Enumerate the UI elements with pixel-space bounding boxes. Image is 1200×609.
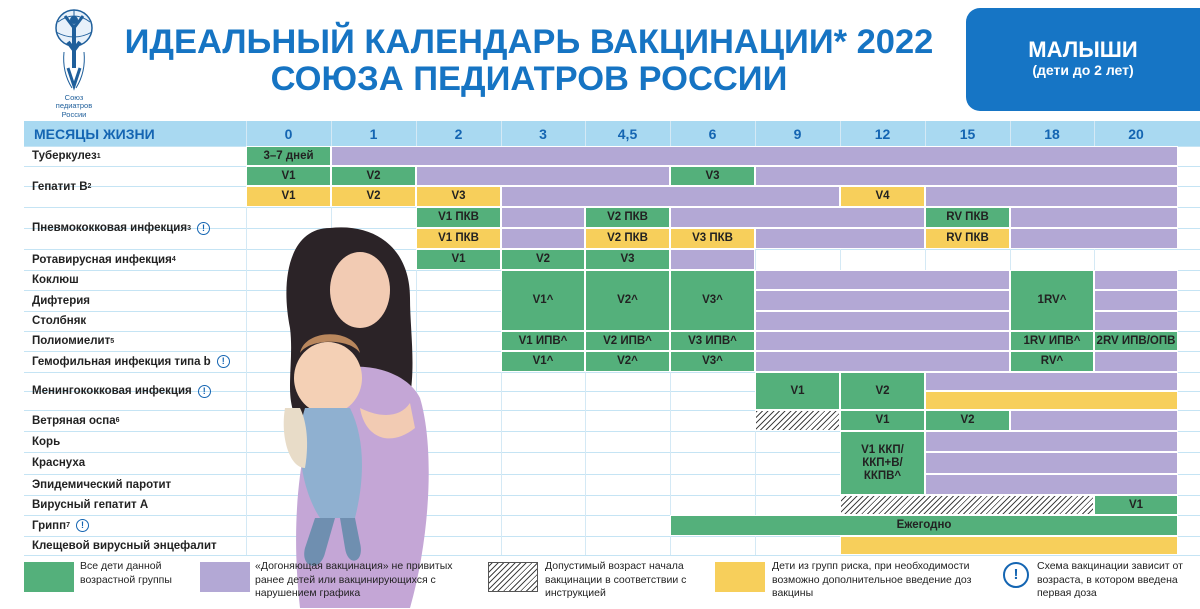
schedule-cell: [1094, 270, 1178, 290]
row-label-text: Столбняк: [32, 315, 87, 327]
logo-line-3: России: [61, 109, 87, 119]
row-label-text: Эпидемический паротит: [32, 478, 172, 491]
schedule-cell: [1094, 311, 1178, 331]
row-label-text: Коклюш: [32, 274, 79, 286]
row-label: [32, 311, 86, 331]
logo-text: [38, 94, 110, 119]
footnote-marker: 5: [110, 337, 115, 345]
schedule-cell-text: V3: [620, 253, 635, 265]
schedule-cell: [1010, 228, 1178, 249]
schedule-cell: [1010, 410, 1178, 431]
schedule-cell-text: V4: [875, 190, 890, 202]
schedule-cell-text: V1: [281, 190, 296, 202]
schedule-cell-text: V2 ПКВ: [607, 211, 648, 223]
schedule-cell: [755, 228, 925, 249]
schedule-cell: [416, 186, 501, 207]
schedule-cell-text: 3–7 дней: [263, 149, 314, 162]
schedule-cell-text: V2 ПКВ: [607, 232, 648, 244]
row-label: [32, 536, 217, 555]
schedule-cell: [755, 290, 1010, 311]
column-header: 1: [369, 125, 378, 142]
row-label-text: Краснуха: [32, 457, 86, 469]
months-header: МЕСЯЦЫ ЖИЗНИ: [34, 125, 155, 142]
schedule-cell-text: V1 ИПВ^: [518, 334, 568, 347]
schedule-cell: [501, 249, 585, 270]
row-label-text: Ветряная оспа: [32, 414, 116, 427]
schedule-cell-text: RV^: [1040, 355, 1064, 367]
schedule-cell-text: V1 ККП/ ККП+В/ ККПВ^: [861, 443, 904, 482]
schedule-cell-text: V1^: [532, 355, 554, 367]
schedule-cell: [1010, 331, 1094, 351]
row-label: [32, 351, 230, 372]
footnote-marker: 7: [66, 522, 70, 529]
schedule-cell: [755, 331, 1010, 351]
schedule-cell: [585, 249, 670, 270]
schedule-cell: [585, 351, 670, 372]
footnote-marker: 1: [96, 152, 101, 160]
row-label: [32, 515, 89, 536]
row-label-text: Клещевой вирусный энцефалит: [32, 539, 217, 552]
schedule-cell: [501, 186, 840, 207]
schedule-cell-text: RV ПКВ: [946, 232, 989, 244]
schedule-cell: [1094, 351, 1178, 372]
schedule-cell-text: V3 ПКВ: [692, 232, 733, 244]
schedule-cell-text: Ежегодно: [896, 519, 952, 531]
column-header: 3: [539, 125, 547, 142]
column-header: 2: [454, 125, 463, 142]
schedule-cell: [331, 166, 416, 186]
schedule-cell: [246, 186, 331, 207]
schedule-cell: [585, 270, 670, 331]
schedule-cell: [585, 331, 670, 351]
info-icon: !: [197, 222, 210, 235]
row-label: [32, 331, 114, 351]
row-label: [32, 249, 176, 270]
schedule-cell: [501, 270, 585, 331]
schedule-cell-text: V2: [366, 190, 381, 202]
badge-title: МАЛЫШИ: [1028, 37, 1138, 62]
schedule-cell: [925, 391, 1178, 410]
schedule-cell: [501, 207, 585, 228]
schedule-cell: [925, 474, 1178, 495]
schedule-cell: [925, 452, 1178, 474]
schedule-cell: [416, 166, 670, 186]
schedule-cell: [755, 351, 1010, 372]
schedule-cell: [670, 270, 755, 331]
schedule-cell: [840, 431, 925, 495]
logo: [38, 2, 110, 118]
title-line-1: ИДЕАЛЬНЫЙ КАЛЕНДАРЬ ВАКЦИНАЦИИ* 2022: [124, 23, 934, 61]
schedule-cell: [246, 166, 331, 186]
schedule-cell-text: V1 ПКВ: [438, 232, 479, 244]
column-header: 0: [284, 125, 293, 142]
row-label-text: Полиомиелит: [32, 335, 111, 347]
legend-swatch: [715, 562, 765, 592]
schedule-cell-text: V1: [1128, 498, 1144, 511]
schedule-cell: [840, 410, 925, 431]
legend-info-icon: !: [1003, 562, 1029, 588]
schedule-cell-text: V3 ИПВ^: [688, 334, 737, 347]
schedule-cell-text: V2: [875, 384, 890, 397]
schedule-cell: [925, 228, 1010, 249]
page-title: [108, 24, 950, 98]
schedule-cell: [670, 515, 1178, 536]
row-label-text: Ротавирусная инфекция: [32, 253, 172, 266]
row-label: [32, 452, 85, 474]
schedule-cell-text: V2: [366, 169, 381, 182]
row-label-text: Пневмококковая инфекция: [32, 222, 188, 234]
schedule-cell-text: V1: [281, 169, 296, 182]
legend-swatch: [24, 562, 74, 592]
schedule-cell: [501, 228, 585, 249]
schedule-cell-text: 1RV^: [1037, 294, 1067, 306]
schedule-cell-text: V2: [535, 253, 551, 265]
row-label: [32, 495, 148, 515]
row-label-text: Гепатит В: [32, 180, 88, 193]
row-label-text: Корь: [32, 435, 61, 448]
schedule-cell-text: 2RV ИПВ/ОПВ: [1096, 334, 1176, 347]
schedule-cell: [246, 146, 331, 166]
schedule-cell: [755, 166, 1178, 186]
schedule-cell-text: V3^: [702, 355, 723, 367]
schedule-cell: [840, 186, 925, 207]
column-header: 9: [793, 125, 802, 142]
schedule-cell: [925, 431, 1178, 452]
row-label: [32, 270, 79, 290]
row-label-text: Гемофильная инфекция типа b: [32, 355, 211, 368]
schedule-cell: [840, 495, 1094, 515]
logo-emblem-icon: [38, 2, 110, 96]
row-label: [32, 290, 90, 311]
column-header: 4,5: [617, 125, 638, 142]
schedule-cell: [585, 228, 670, 249]
legend-swatch: [488, 562, 538, 592]
mother-baby-illustration: [260, 218, 440, 608]
legend-text: Схема вакцинации зависит от возраста, в котором введена первая доза: [1037, 560, 1183, 599]
row-label: [32, 410, 120, 431]
schedule-cell: [501, 351, 585, 372]
schedule-cell: [1010, 207, 1178, 228]
row-label-text: Вирусный гепатит А: [32, 499, 149, 511]
info-icon: !: [76, 519, 89, 532]
row-label-text: Менингококковая инфекция: [32, 385, 192, 397]
schedule-cell: [925, 372, 1178, 391]
footnote-marker: 6: [115, 417, 120, 424]
footnote-marker: 4: [171, 256, 176, 263]
schedule-cell: [755, 311, 1010, 331]
schedule-cell-text: V3: [705, 169, 720, 182]
row-label: [32, 207, 210, 249]
row-label-text: Туберкулез: [32, 150, 97, 162]
column-header: 15: [959, 125, 976, 142]
schedule-cell: [925, 207, 1010, 228]
schedule-cell-text: V2: [960, 414, 975, 426]
schedule-cell-text: V1: [451, 253, 466, 265]
info-icon: !: [217, 355, 230, 368]
schedule-cell: [331, 146, 1178, 166]
row-label-text: Дифтерия: [32, 294, 91, 307]
schedule-cell: [1094, 495, 1178, 515]
title-line-2: СОЮЗА ПЕДИАТРОВ РОССИИ: [270, 60, 788, 98]
schedule-cell-text: V1: [790, 384, 805, 397]
legend-text: Все дети данной возрастной группы: [80, 560, 172, 586]
schedule-cell: [755, 372, 840, 410]
schedule-cell: [670, 331, 755, 351]
schedule-cell-text: RV ПКВ: [946, 211, 989, 223]
schedule-cell: [755, 410, 840, 431]
schedule-cell: [670, 207, 925, 228]
logo-line-1: Союз: [64, 93, 84, 102]
legend-text: Допустимый возраст начала вакцинации в соответствии с инструкцией: [545, 560, 687, 599]
schedule-cell: [670, 166, 755, 186]
row-label: [32, 431, 60, 452]
column-header: 18: [1044, 125, 1060, 142]
schedule-cell-text: V2^: [617, 355, 638, 367]
schedule-cell: [1010, 270, 1094, 331]
schedule-cell: [331, 186, 416, 207]
schedule-cell: [670, 249, 755, 270]
column-header: 20: [1128, 125, 1144, 142]
schedule-cell: [755, 270, 1010, 290]
schedule-cell-text: V2 ИПВ^: [603, 334, 652, 347]
schedule-cell-text: 1RV ИПВ^: [1023, 334, 1081, 347]
row-label: [32, 146, 101, 166]
schedule-cell: [840, 536, 1178, 555]
row-label: [32, 166, 91, 207]
grid-row-line: [24, 555, 1200, 556]
row-label: [32, 372, 211, 410]
schedule-cell: [925, 410, 1010, 431]
schedule-cell-text: V2^: [617, 294, 638, 306]
schedule-cell: [670, 351, 755, 372]
row-label-text: Грипп: [32, 519, 67, 532]
schedule-cell: [585, 207, 670, 228]
schedule-cell-text: V1: [875, 414, 890, 426]
legend-text: Дети из групп риска, при необходимости возможно дополнительное введение доз вакцины: [772, 560, 972, 599]
age-group-badge: [966, 8, 1200, 111]
info-icon: !: [198, 385, 211, 398]
column-header: 6: [708, 125, 717, 142]
column-header: 12: [874, 125, 891, 142]
schedule-cell: [925, 186, 1178, 207]
schedule-cell: [1094, 290, 1178, 311]
schedule-cell-text: V1^: [532, 294, 554, 306]
schedule-cell-text: V3: [451, 190, 466, 202]
schedule-cell: [670, 228, 755, 249]
schedule-cell: [1094, 331, 1178, 351]
schedule-cell-text: V1 ПКВ: [438, 211, 479, 223]
schedule-cell-text: V3^: [702, 294, 723, 306]
badge-subtitle: (дети до 2 лет): [1032, 62, 1134, 78]
schedule-cell: [840, 372, 925, 410]
schedule-cell: [1010, 351, 1094, 372]
footnote-marker: 3: [187, 224, 191, 232]
legend-swatch: [200, 562, 250, 592]
footnote-marker: 2: [87, 183, 92, 190]
row-label: [32, 474, 171, 495]
legend-text: «Догоняющая вакцинация» не привитых ранее детей или вакцинирующихся с нарушением графика: [255, 560, 453, 599]
logo-line-2: педиатров: [55, 101, 93, 111]
schedule-cell: [501, 331, 585, 351]
